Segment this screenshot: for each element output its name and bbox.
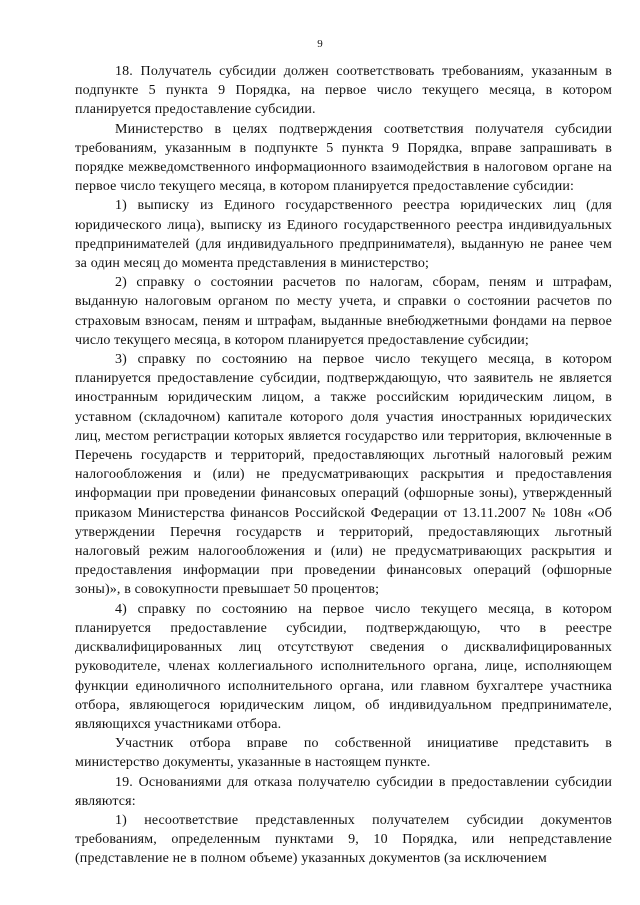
paragraph-19: 19. Основаниями для отказа получателю субсидии в предоставлении субсидии являются: (75, 774, 612, 809)
list-item-3-foreign-entity-certificate: 3) справку по состоянию на первое число текущего месяца, в котором планируется предоставление субсидии, подтверждающую, что заявитель не является иностранным юридическим лицом, а также российским юридическим лицом, в уставном (складочном) капитале которого доля участия иностранных юридических лиц, местом регистрации которых является государство или территория, включенные в Перечень государств и территорий, предоставляющих льготный налоговый режим налогообложения и (или) не предусматривающих раскрытия и предоставления информации при проведении финансовых операций (офшорные зоны), утвержденный приказом Министерства финансов Российской Федерации от 13.11.2007 № 108н «Об утверждении Перечня государств и территорий, предоставляющих льготный налоговый режим налогообложения и (или) не предусматривающих раскрытия и предоставления информации при проведении финансовых операций (офшорные зоны)», в совокупности превышает 50 процентов; (75, 352, 612, 598)
document-body (75, 62, 612, 869)
page-number: 9 (317, 38, 323, 50)
list-item-4-disqualified-persons-certificate: 4) справку по состоянию на первое число текущего месяца, в котором планируется предоставление субсидии, подтверждающую, что в реестре дисквалифицированных лиц отсутствуют сведения о дисквалифицированных руководителе, членах коллегиального исполнительного органа, лице, исполняющем функции единоличного исполнительного органа, или главном бухгалтере участника отбора, являющегося юридическим лицом, об индивидуальном предпринимателе, являющихся участниками отбора. (75, 601, 612, 732)
list-item-1-refusal-grounds: 1) несоответствие представленных получателем субсидии документов требованиям, определенным пунктами 9, 10 Порядка, или непредставление (представление не в полном объеме) указанных документов (за исключением (75, 812, 612, 867)
list-item-2-tax-certificate: 2) справку о состоянии расчетов по налогам, сборам, пеням и штрафам, выданную налоговым органом по месту учета, и справки о состоянии расчетов по страховым взносам, пеням и штрафам, выданные внебюджетными фондами на первое число текущего месяца, в котором планируется предоставление субсидии; (75, 275, 612, 348)
paragraph-ministry-request: Министерство в целях подтверждения соответствия получателя субсидии требованиям, указанным в подпункте 5 пункта 9 Порядка, вправе запрашивать в порядке межведомственного информационного взаимодействия в налоговом органе на первое число текущего месяца, в котором планируется предоставление субсидии: (75, 121, 612, 195)
list-item-1-egrul-extract: 1) выписку из Единого государственного реестра юридических лиц (для юридического лица), выписку из Единого государственного реестра индивидуальных предпринимателей (для индивидуального предпринимателя), выданную не ранее чем за один месяц до момента представления в министерство; (75, 198, 612, 272)
paragraph-own-initiative: Участник отбора вправе по собственной инициативе представить в министерство документы, указанные в настоящем пункте. (75, 736, 612, 771)
paragraph-18: 18. Получатель субсидии должен соответствовать требованиям, указанным в подпункте 5 пункта 9 Порядка, на первое число текущего месяца, в котором планируется предоставление субсидии. (75, 64, 612, 118)
